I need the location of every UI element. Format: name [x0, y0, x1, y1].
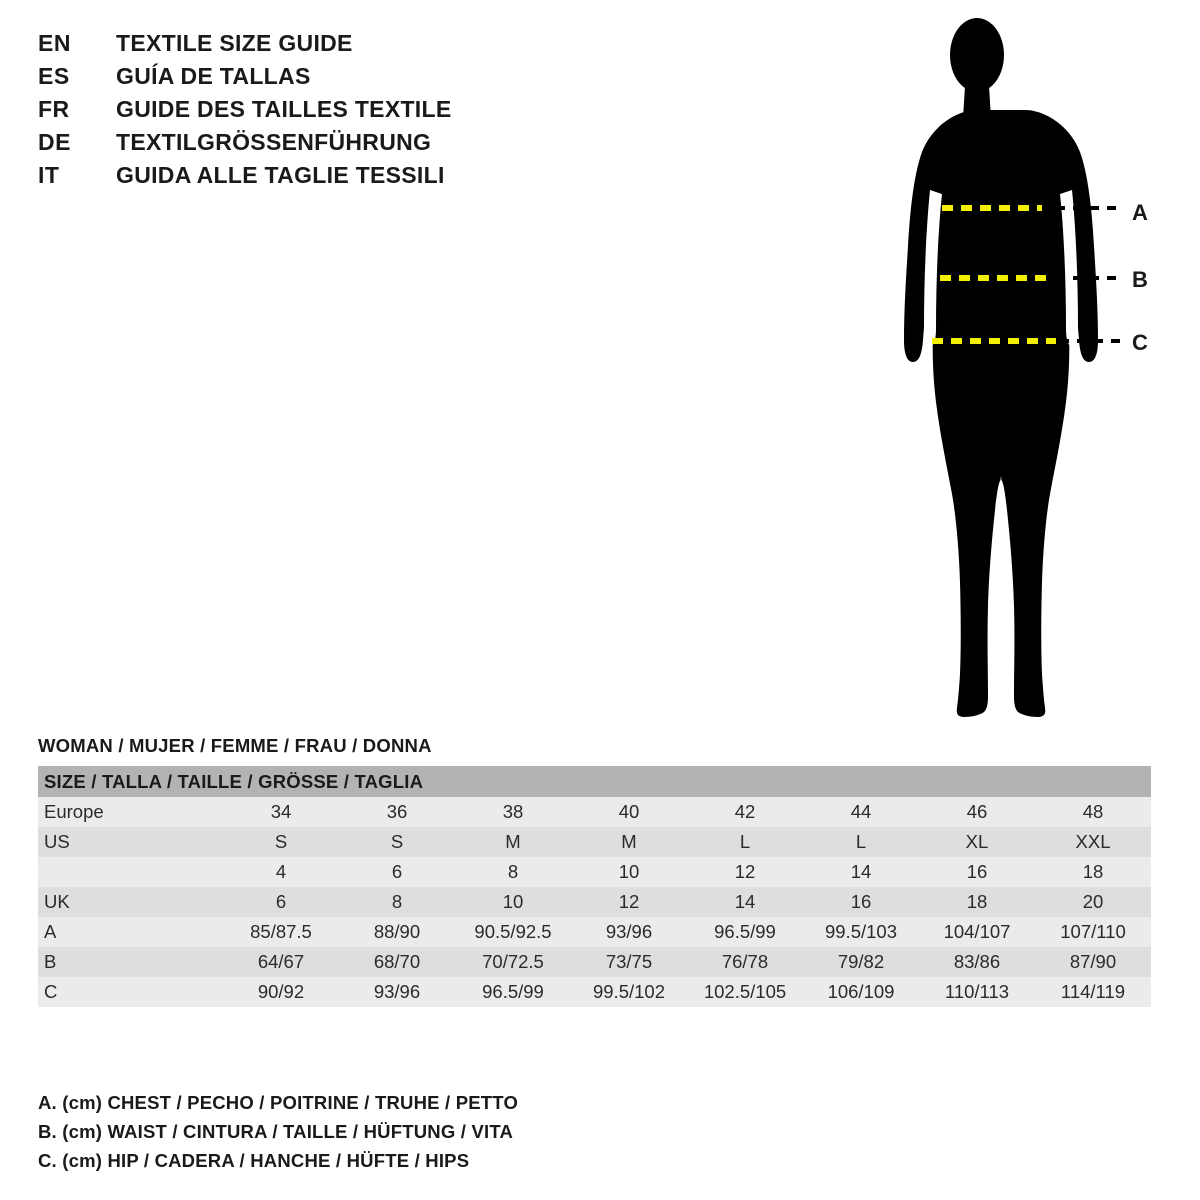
cell: 93/96 [339, 977, 455, 1007]
title-row [38, 63, 658, 96]
cell: 10 [455, 887, 571, 917]
cell: 102.5/105 [687, 977, 803, 1007]
category-heading: WOMAN / MUJER / FEMME / FRAU / DONNA [38, 735, 432, 756]
row-label [38, 857, 223, 887]
cell: 16 [803, 887, 919, 917]
measurement-figure [860, 10, 1190, 740]
cell: 44 [803, 797, 919, 827]
cell: 34 [223, 797, 339, 827]
legend-line-c: C. (cm) HIP / CADERA / HANCHE / HÜFTE / HIPS [38, 1150, 470, 1171]
cell: 76/78 [687, 947, 803, 977]
cell: XXL [1035, 827, 1151, 857]
cell: 6 [223, 887, 339, 917]
cell: 106/109 [803, 977, 919, 1007]
table-row [38, 857, 1151, 887]
cell: S [339, 827, 455, 857]
cell: 107/110 [1035, 917, 1151, 947]
cell: XL [919, 827, 1035, 857]
cell: 96.5/99 [455, 977, 571, 1007]
cell: 14 [803, 857, 919, 887]
title-row [38, 129, 658, 162]
cell: 38 [455, 797, 571, 827]
table-header-label: SIZE / TALLA / TAILLE / GRÖSSE / TAGLIA [38, 766, 1151, 797]
cell: 110/113 [919, 977, 1035, 1007]
title-text-it: GUIDA ALLE TAGLIE TESSILI [116, 162, 445, 188]
row-label: Europe [38, 797, 223, 827]
table-row [38, 797, 1151, 827]
table-row [38, 977, 1151, 1007]
cell: M [455, 827, 571, 857]
title-row [38, 96, 658, 129]
title-lang-de: DE [38, 129, 71, 155]
cell: 93/96 [571, 917, 687, 947]
row-label: UK [38, 887, 223, 917]
cell: 46 [919, 797, 1035, 827]
cell: 8 [455, 857, 571, 887]
cell: 79/82 [803, 947, 919, 977]
legend-line-a: A. (cm) CHEST / PECHO / POITRINE / TRUHE / PETTO [38, 1092, 519, 1113]
cell: 99.5/102 [571, 977, 687, 1007]
legend-line-b: B. (cm) WAIST / CINTURA / TAILLE / HÜFTUNG / VITA [38, 1121, 514, 1142]
title-text-fr: GUIDE DES TAILLES TEXTILE [116, 96, 452, 122]
cell: L [687, 827, 803, 857]
cell: L [803, 827, 919, 857]
title-row [38, 162, 658, 195]
row-label: US [38, 827, 223, 857]
title-lang-it: IT [38, 162, 60, 188]
row-label: C [38, 977, 223, 1007]
cell: 18 [1035, 857, 1151, 887]
cell: 64/67 [223, 947, 339, 977]
measure-label-b: B [1132, 267, 1148, 292]
cell: 70/72.5 [455, 947, 571, 977]
cell: 8 [339, 887, 455, 917]
row-label: B [38, 947, 223, 977]
cell: 83/86 [919, 947, 1035, 977]
cell: 6 [339, 857, 455, 887]
measure-label-c: C [1132, 330, 1148, 355]
title-row [38, 30, 658, 63]
woman-silhouette-icon [860, 10, 1190, 740]
cell: 14 [687, 887, 803, 917]
cell: 99.5/103 [803, 917, 919, 947]
title-lang-fr: FR [38, 96, 70, 122]
measure-label-a: A [1132, 200, 1148, 225]
table-row [38, 917, 1151, 947]
title-lang-en: EN [38, 30, 71, 56]
cell: 85/87.5 [223, 917, 339, 947]
table-header-row [38, 766, 1151, 797]
cell: 104/107 [919, 917, 1035, 947]
cell: 12 [687, 857, 803, 887]
cell: 18 [919, 887, 1035, 917]
cell: 68/70 [339, 947, 455, 977]
cell: 42 [687, 797, 803, 827]
row-label: A [38, 917, 223, 947]
cell: 10 [571, 857, 687, 887]
title-text-de: TEXTILGRÖSSENFÜHRUNG [116, 129, 432, 155]
cell: 36 [339, 797, 455, 827]
cell: S [223, 827, 339, 857]
title-lang-es: ES [38, 63, 70, 89]
table-row [38, 947, 1151, 977]
cell: 73/75 [571, 947, 687, 977]
cell: 12 [571, 887, 687, 917]
table-row [38, 827, 1151, 857]
cell: M [571, 827, 687, 857]
measurement-legend [38, 1088, 738, 1175]
cell: 90.5/92.5 [455, 917, 571, 947]
cell: 4 [223, 857, 339, 887]
cell: 96.5/99 [687, 917, 803, 947]
cell: 90/92 [223, 977, 339, 1007]
cell: 48 [1035, 797, 1151, 827]
table-row [38, 887, 1151, 917]
cell: 20 [1035, 887, 1151, 917]
cell: 40 [571, 797, 687, 827]
size-table-section [38, 735, 1163, 1007]
size-table [38, 766, 1151, 1007]
title-text-en: TEXTILE SIZE GUIDE [116, 30, 353, 56]
cell: 88/90 [339, 917, 455, 947]
cell: 16 [919, 857, 1035, 887]
title-block [38, 30, 658, 195]
cell: 114/119 [1035, 977, 1151, 1007]
cell: 87/90 [1035, 947, 1151, 977]
title-text-es: GUÍA DE TALLAS [116, 63, 311, 89]
